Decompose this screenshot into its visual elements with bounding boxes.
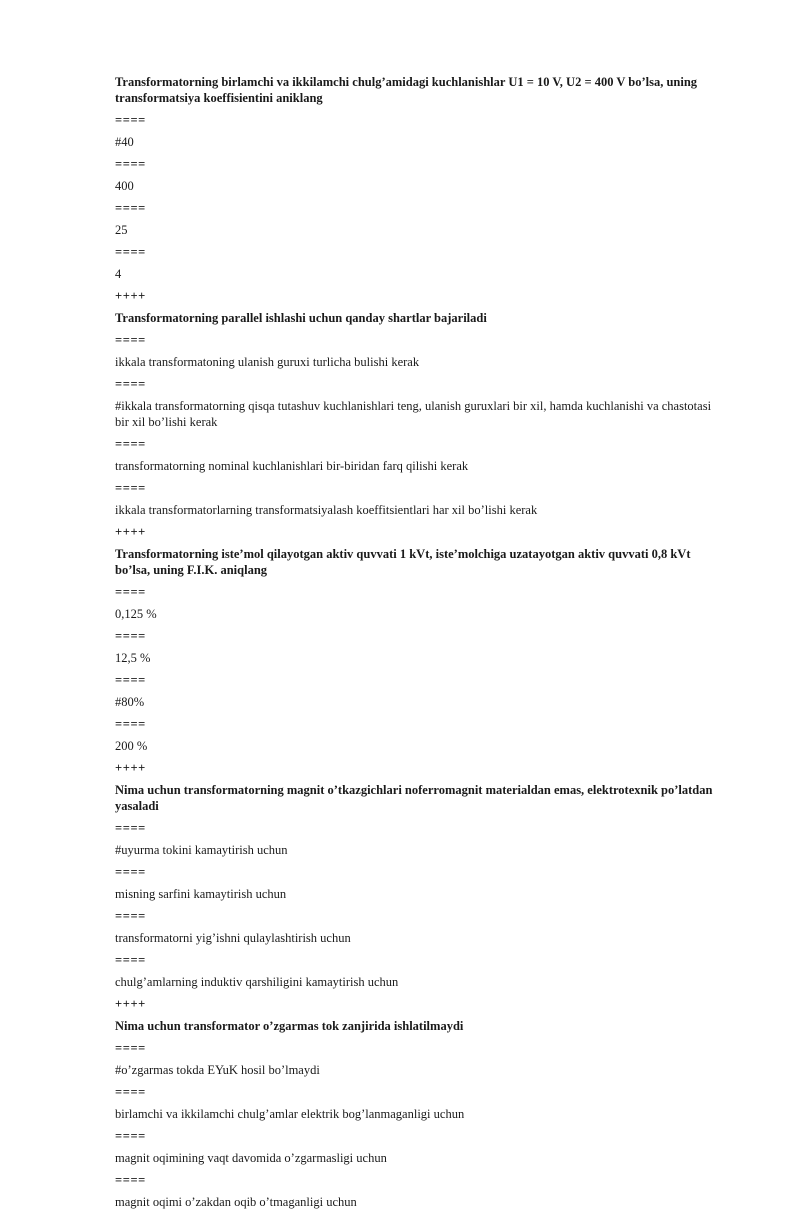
option-separator: ==== <box>115 377 146 391</box>
option-separator: ==== <box>115 717 146 731</box>
answer-option: 200 % <box>115 739 148 753</box>
answer-option: birlamchi va ikkilamchi chulg’amlar elektrik bog’lanmaganligi uchun <box>115 1107 465 1121</box>
answer-option: transformatorning nominal kuchlanishlari bir-biridan farq qilishi kerak <box>115 459 469 473</box>
question-separator: ++++ <box>115 289 146 303</box>
option-separator: ==== <box>115 629 146 643</box>
answer-option: transformatorni yig’ishni qulaylashtirish uchun <box>115 931 351 945</box>
option-separator: ==== <box>115 909 146 923</box>
option-separator: ==== <box>115 245 146 259</box>
option-separator: ==== <box>115 481 146 495</box>
option-separator: ==== <box>115 821 146 835</box>
answer-option: misning sarfini kamaytirish uchun <box>115 887 287 901</box>
option-separator: ==== <box>115 1173 146 1187</box>
answer-option: #uyurma tokini kamaytirish uchun <box>115 843 288 857</box>
option-separator: ==== <box>115 201 146 215</box>
question-separator: ++++ <box>115 525 146 539</box>
question-text: Transformatorning iste’mol qilayotgan aktiv quvvati 1 kVt, iste’molchiga uzatayotgan aktiv quvvati 0,8 kVt bo’lsa, uning F.I.K. aniqlang <box>115 547 691 577</box>
option-separator: ==== <box>115 113 146 127</box>
question-text: Transformatorning parallel ishlashi uchun qanday shartlar bajariladi <box>115 311 487 325</box>
question-text: Nima uchun transformatorning magnit o’tkazgichlari noferromagnit materialdan emas, elektrotexnik po’latdan yasaladi <box>115 783 713 813</box>
question-text: Transformatorning birlamchi va ikkilamchi chulg’amidagi kuchlanishlar U1 = 10 V, U2 = 400 V bo’lsa, uning transformatsiya koeffisientini aniklang <box>115 75 698 105</box>
option-separator: ==== <box>115 673 146 687</box>
answer-option: #80% <box>115 695 145 709</box>
answer-option: ikkala transformatoning ulanish guruxi turlicha bulishi kerak <box>115 355 420 369</box>
answer-option: chulg’amlarning induktiv qarshiligini kamaytirish uchun <box>115 975 399 989</box>
answer-option: 400 <box>115 179 134 193</box>
question-separator: ++++ <box>115 997 146 1011</box>
question-separator: ++++ <box>115 761 146 775</box>
answer-option: 0,125 % <box>115 607 157 621</box>
option-separator: ==== <box>115 585 146 599</box>
document-body <box>115 74 715 1216</box>
answer-option: magnit oqimi o’zakdan oqib o’tmaganligi uchun <box>115 1195 357 1209</box>
answer-option: #40 <box>115 135 134 149</box>
answer-option: 4 <box>115 267 122 281</box>
option-separator: ==== <box>115 333 146 347</box>
option-separator: ==== <box>115 157 146 171</box>
option-separator: ==== <box>115 953 146 967</box>
answer-option: #o’zgarmas tokda EYuK hosil bo’lmaydi <box>115 1063 320 1077</box>
answer-option: 25 <box>115 223 128 237</box>
option-separator: ==== <box>115 865 146 879</box>
answer-option: ikkala transformatorlarning transformatsiyalash koeffitsientlari har xil bo’lishi kerak <box>115 503 538 517</box>
answer-option: #ikkala transformatorning qisqa tutashuv kuchlanishlari teng, ulanish guruxlari bir xil, hamda kuchlanishi va chastotasi bir xil bo’lishi kerak <box>115 399 712 429</box>
option-separator: ==== <box>115 1041 146 1055</box>
answer-option: magnit oqimining vaqt davomida o’zgarmasligi uchun <box>115 1151 387 1165</box>
answer-option: 12,5 % <box>115 651 151 665</box>
option-separator: ==== <box>115 437 146 451</box>
option-separator: ==== <box>115 1085 146 1099</box>
option-separator: ==== <box>115 1129 146 1143</box>
question-text: Nima uchun transformator o’zgarmas tok zanjirida ishlatilmaydi <box>115 1019 464 1033</box>
